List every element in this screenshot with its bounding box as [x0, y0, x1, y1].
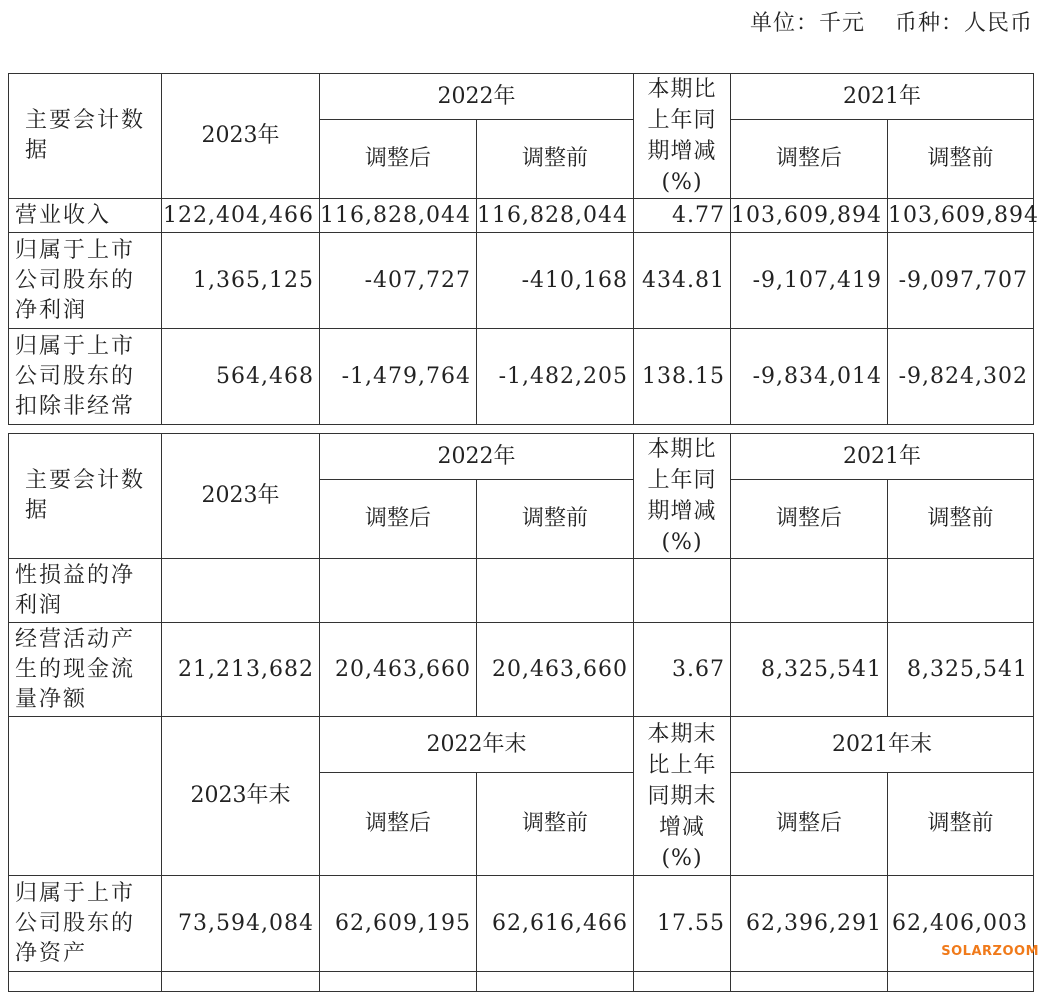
header-2021-adjusted-before: 调整前: [888, 120, 1034, 199]
header-row-end: [9, 717, 1034, 773]
cell-2023: 564,468: [162, 329, 320, 425]
accounting-data-table-1: [8, 73, 1039, 425]
cell-2021-after: 8,325,541: [731, 623, 888, 717]
row-label: 经营活动产生的现金流量净额: [9, 623, 162, 717]
header-row: [9, 434, 1034, 480]
cell-2022-after: 116,828,044: [320, 199, 477, 233]
cell-2023: 73,594,084: [162, 876, 320, 972]
header-2021: 2021年: [731, 434, 1034, 480]
header-label: 主要会计数据: [9, 74, 162, 199]
header-2021: 2021年: [731, 74, 1034, 120]
cell-change: 4.77: [634, 199, 731, 233]
unit-label: 单位：千元: [749, 11, 865, 36]
accounting-data-table-2: [8, 433, 1034, 992]
watermark-logo: SOLARZOOM: [941, 944, 1039, 959]
cell-2023: 21,213,682: [162, 623, 320, 717]
cell-2021-after: 62,396,291: [731, 876, 888, 972]
header-2021-adjusted-before: 调整前: [888, 480, 1034, 559]
header-label: 主要会计数据: [9, 434, 162, 559]
cell-change: [634, 559, 731, 623]
header-2022: 2022年: [320, 434, 634, 480]
header-2023: 2023年: [162, 74, 320, 199]
cell-2022-before: 62,616,466: [477, 876, 634, 972]
header-2021-adjusted-after: 调整后: [731, 120, 888, 199]
cell-2022-after: -1,479,764: [320, 329, 477, 425]
cell-2021-before: -9,097,707: [888, 233, 1034, 329]
cell-2023: 1,365,125: [162, 233, 320, 329]
cell-2021-before: 8,325,541: [888, 623, 1034, 717]
header-change: 本期比上年同期增减(%): [634, 434, 731, 559]
unit-line: [750, 6, 1033, 37]
table-row: [9, 559, 1034, 623]
header-change: 本期比上年同期增减(%): [634, 74, 731, 199]
header-2023-end: 2023年末: [162, 717, 320, 876]
header-2023: 2023年: [162, 434, 320, 559]
header-2022end-adjusted-after: 调整后: [320, 773, 477, 876]
row-label: 归属于上市公司股东的净资产: [9, 876, 162, 972]
cell-2021-after: -9,834,014: [731, 329, 888, 425]
header-2022-adjusted-after: 调整后: [320, 480, 477, 559]
header-2021-adjusted-after: 调整后: [731, 480, 888, 559]
header-2022-adjusted-before: 调整前: [477, 480, 634, 559]
cell-change: 17.55: [634, 876, 731, 972]
cell-2021-before: 103,609,894: [888, 199, 1034, 233]
cell-change: 138.15: [634, 329, 731, 425]
cell-2021-before: [888, 559, 1034, 623]
row-label: 性损益的净利润: [9, 559, 162, 623]
row-label: 归属于上市公司股东的扣除非经常: [9, 329, 162, 425]
cell-2022-before: -1,482,205: [477, 329, 634, 425]
cell-2022-after: -407,727: [320, 233, 477, 329]
cell-2023: [162, 559, 320, 623]
cell-change: 434.81: [634, 233, 731, 329]
header-2022-adjusted-after: 调整后: [320, 120, 477, 199]
header-2021end-adjusted-before: 调整前: [888, 773, 1034, 876]
cell-2022-before: 20,463,660: [477, 623, 634, 717]
table-row: [9, 623, 1034, 717]
row-label: 营业收入: [9, 199, 162, 233]
header-2022: 2022年: [320, 74, 634, 120]
cell-2023: 122,404,466: [162, 199, 320, 233]
header-change-end: 本期末比上年同期末增减(%): [634, 717, 731, 876]
cell-2022-before: [477, 559, 634, 623]
table-row: [9, 876, 1034, 972]
cell-2021-before: 62,406,003: [888, 876, 1034, 972]
table-row: [9, 233, 1034, 329]
cell-2022-after: 20,463,660: [320, 623, 477, 717]
cell-2022-after: 62,609,195: [320, 876, 477, 972]
currency-label: 币种：人民币: [894, 11, 1033, 36]
table-row: [9, 329, 1034, 425]
cell-change: 3.67: [634, 623, 731, 717]
header-2022-end: 2022年末: [320, 717, 634, 773]
header-row: [9, 74, 1034, 120]
cell-2022-before: -410,168: [477, 233, 634, 329]
header-2021end-adjusted-after: 调整后: [731, 773, 888, 876]
header-2022-adjusted-before: 调整前: [477, 120, 634, 199]
header-2022end-adjusted-before: 调整前: [477, 773, 634, 876]
cell-2021-after: -9,107,419: [731, 233, 888, 329]
header-2021-end: 2021年末: [731, 717, 1034, 773]
header-label-end: [9, 717, 162, 876]
cell-2021-after: [731, 559, 888, 623]
table-row: [9, 199, 1034, 233]
cell-2021-after: 103,609,894: [731, 199, 888, 233]
row-label: 归属于上市公司股东的净利润: [9, 233, 162, 329]
cell-2021-before: -9,824,302: [888, 329, 1034, 425]
cell-2022-after: [320, 559, 477, 623]
cell-2022-before: 116,828,044: [477, 199, 634, 233]
